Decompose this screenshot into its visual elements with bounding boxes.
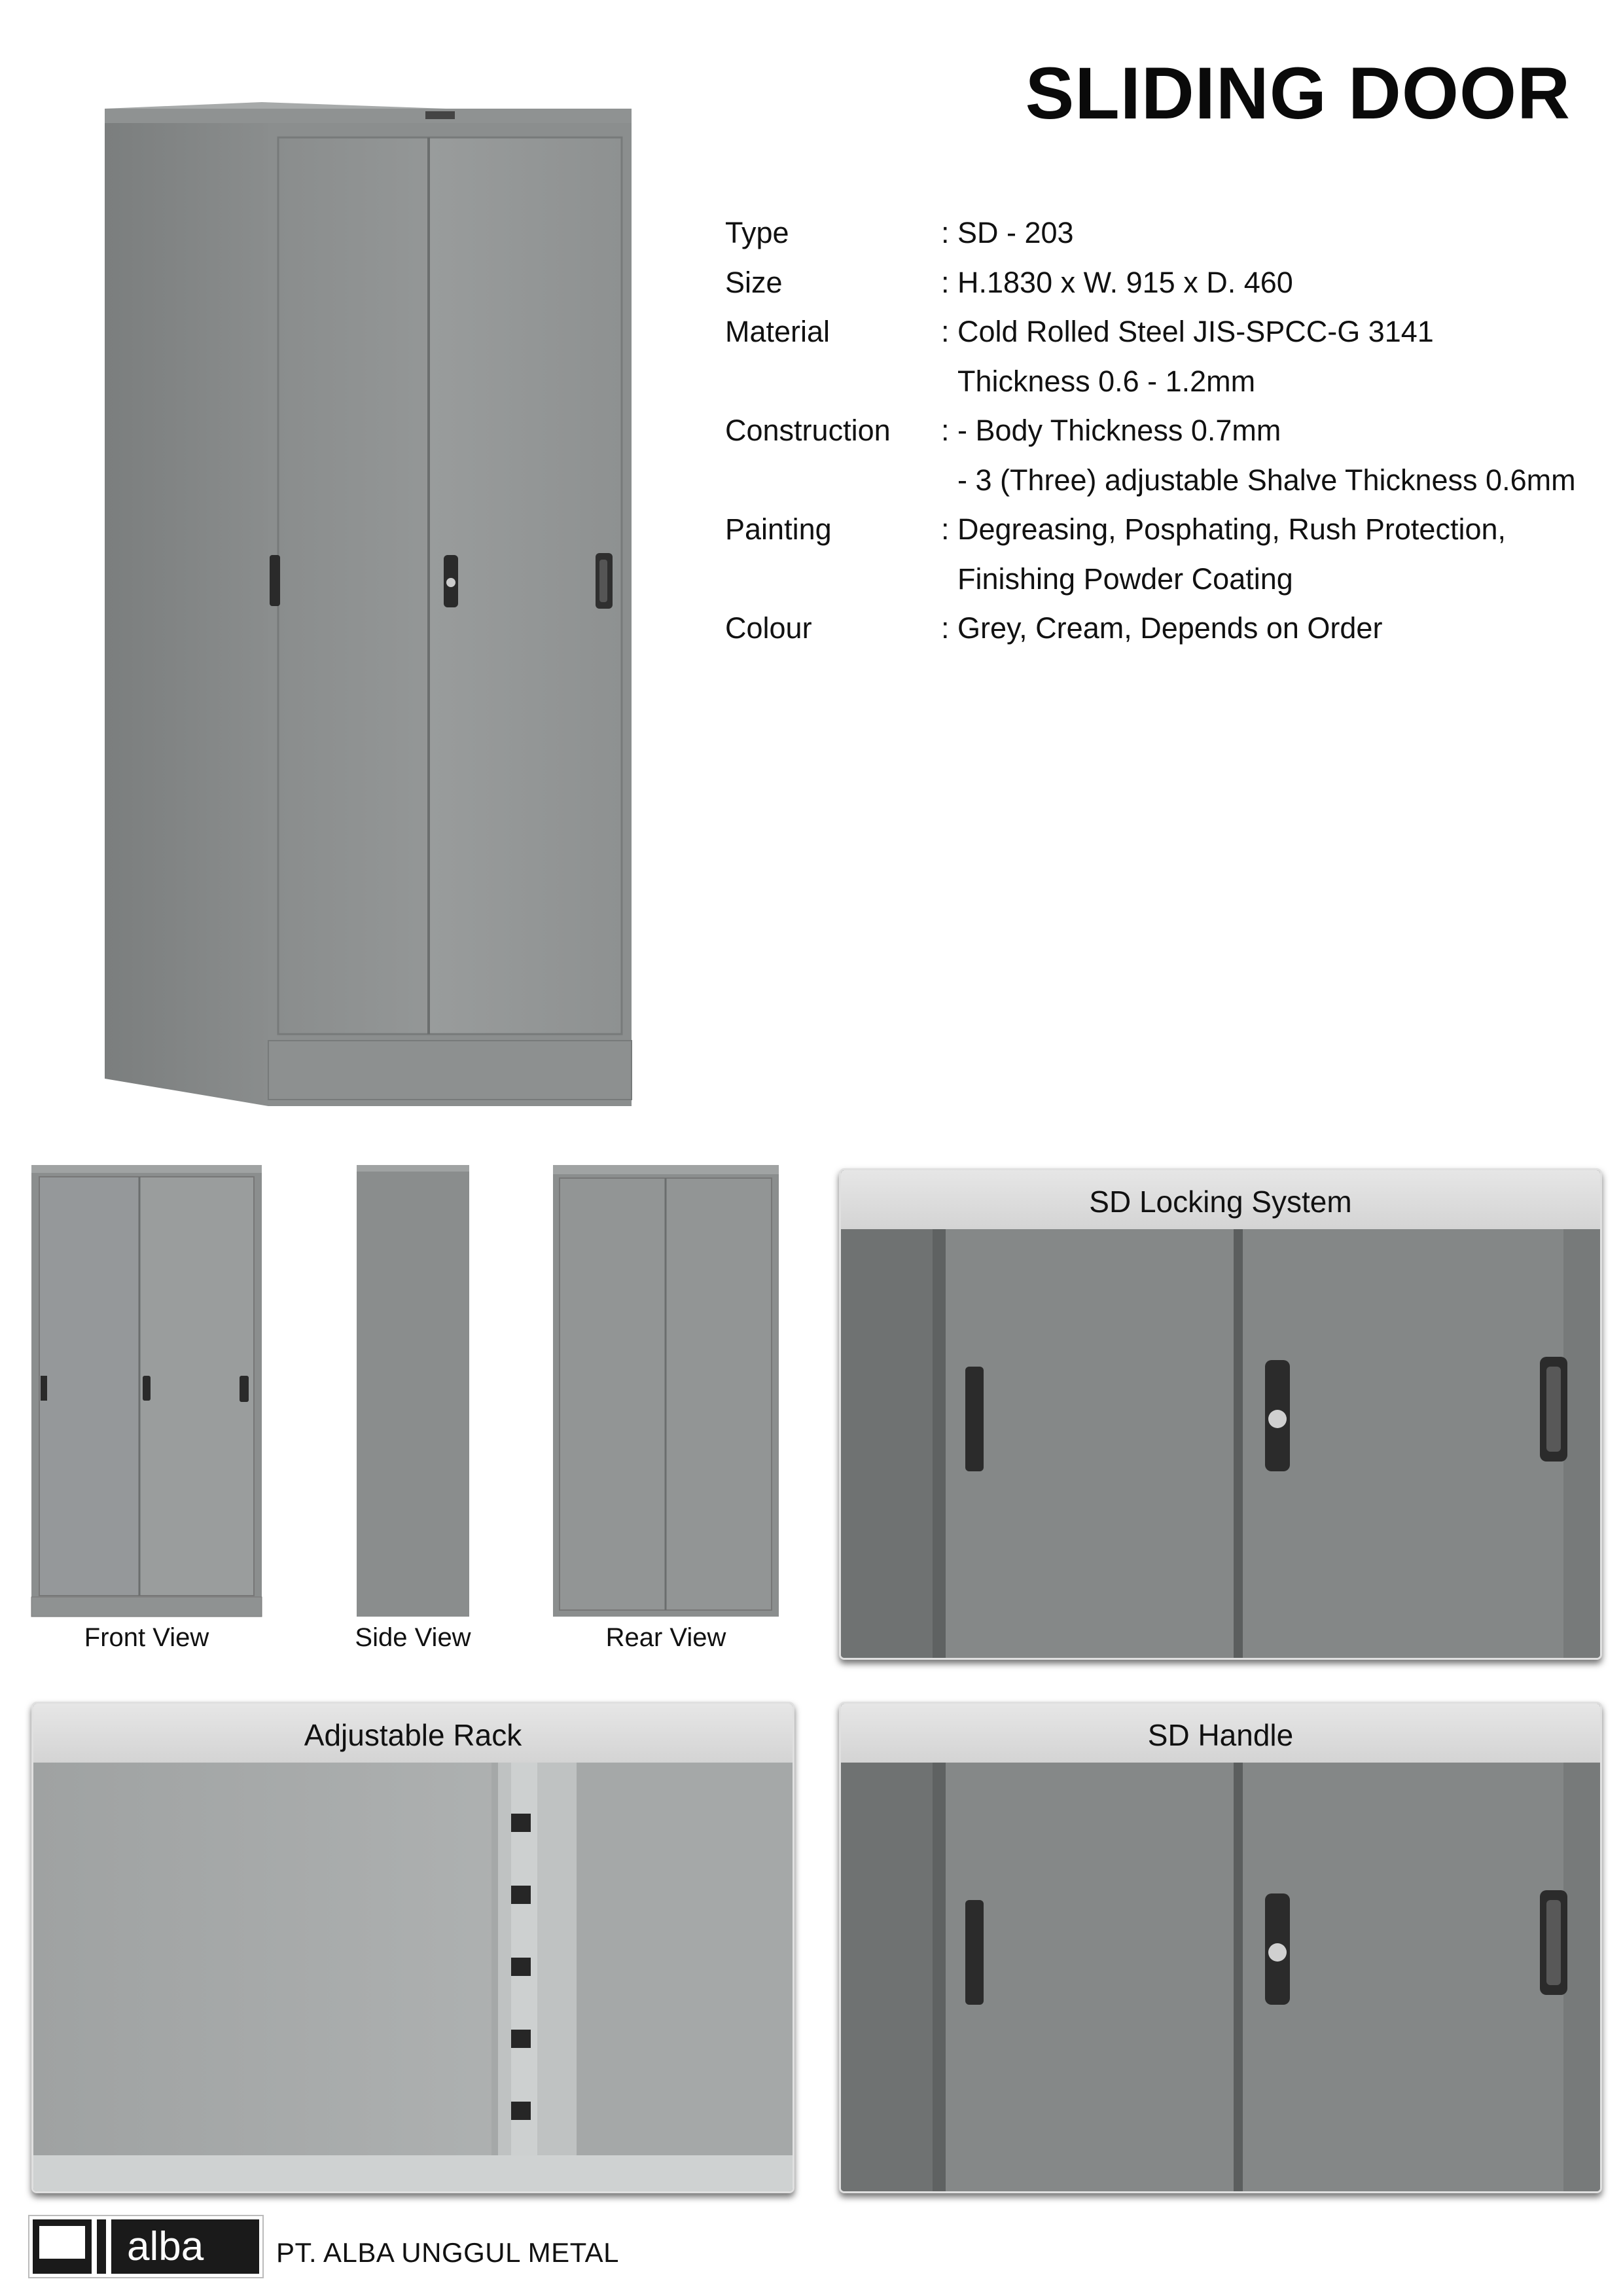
adjustable-rack-panel — [31, 1702, 794, 2193]
rear-view-image — [553, 1165, 779, 1617]
locking-system-panel — [839, 1168, 1602, 1660]
panel-title: Adjustable Rack — [33, 1704, 793, 1763]
spec-value-continued: Finishing Powder Coating — [957, 562, 1293, 596]
locking-system-image — [841, 1170, 1600, 1658]
spec-value: : Degreasing, Posphating, Rush Protection, — [941, 512, 1506, 546]
rear-view-caption: Rear View — [605, 1623, 726, 1652]
side-view-caption: Side View — [355, 1623, 471, 1652]
adjustable-rack-image — [33, 1704, 793, 2191]
company-logo — [29, 2215, 263, 2278]
spec-label: Construction — [725, 414, 891, 447]
front-view-image — [31, 1165, 262, 1617]
spec-row-painting — [725, 505, 1576, 603]
spec-value: : Grey, Cream, Depends on Order — [941, 611, 1383, 645]
logo-text: alba — [127, 2224, 204, 2269]
spec-value: : H.1830 x W. 915 x D. 460 — [941, 265, 1293, 299]
company-name: PT. ALBA UNGGUL METAL — [276, 2237, 619, 2268]
spec-row-size — [725, 258, 1576, 308]
sd-handle-panel — [839, 1702, 1602, 2193]
spec-list — [725, 208, 1576, 653]
spec-label: Type — [725, 216, 789, 249]
panel-title: SD Handle — [841, 1704, 1600, 1763]
spec-label: Colour — [725, 611, 812, 645]
spec-row-type — [725, 208, 1576, 258]
spec-row-material — [725, 307, 1576, 406]
side-view-image — [357, 1165, 469, 1617]
spec-value-continued: Thickness 0.6 - 1.2mm — [957, 364, 1256, 398]
spec-value: : - Body Thickness 0.7mm — [941, 414, 1281, 447]
page-title: SLIDING DOOR — [1025, 52, 1571, 134]
panel-title: SD Locking System — [841, 1170, 1600, 1229]
cabinet-main-image — [98, 98, 641, 1113]
spec-value: : Cold Rolled Steel JIS-SPCC-G 3141 — [941, 315, 1434, 348]
spec-value: : SD - 203 — [941, 216, 1074, 249]
spec-value-continued: - 3 (Three) adjustable Shalve Thickness 0.6mm — [957, 463, 1576, 497]
spec-row-colour — [725, 603, 1576, 653]
front-view-caption: Front View — [84, 1623, 209, 1652]
spec-label: Material — [725, 315, 830, 348]
spec-row-construction — [725, 406, 1576, 505]
sd-handle-image — [841, 1704, 1600, 2191]
spec-label: Size — [725, 265, 783, 299]
spec-label: Painting — [725, 512, 832, 546]
